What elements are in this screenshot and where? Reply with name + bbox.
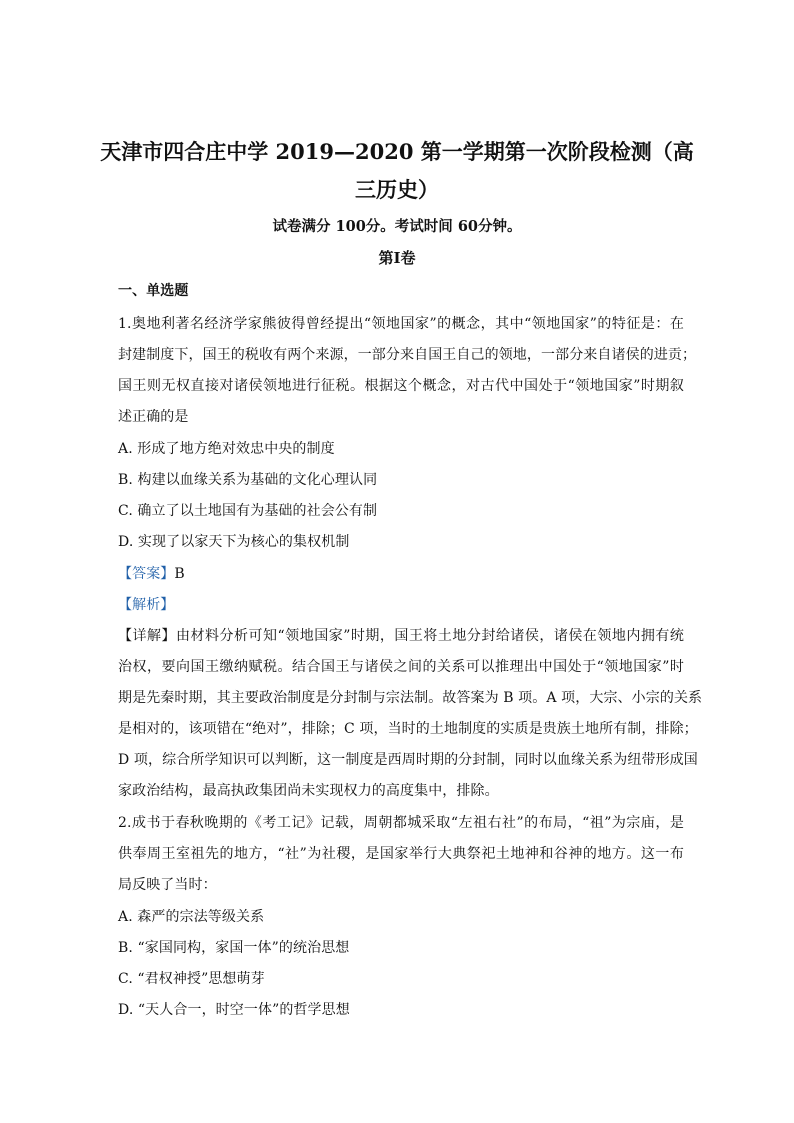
volume-heading: 第Ⅰ卷	[378, 249, 416, 267]
question-2-option-c: C. “君权神授”思想萌芽	[118, 971, 265, 987]
answer-value: B	[174, 566, 185, 582]
question-1-option-a: A. 形成了地方绝对效忠中央的制度	[118, 441, 335, 457]
detail-tag: 【详解】	[118, 628, 177, 644]
question-1-line: 述正确的是	[118, 409, 189, 425]
question-2-option-b: B. “家国同构，家国一体”的统治思想	[118, 940, 350, 956]
question-1-option-b: B. 构建以血缘关系为基础的文化心理认同	[118, 472, 378, 488]
answer-tag: 【答案】	[118, 566, 175, 582]
detail-line: 期是先秦时期，其主要政治制度是分封制与宗法制。故答案为 B 项。A 项，大宗、小宗的关系	[118, 690, 703, 706]
detail-text: 由材料分析可知“领地国家”时期，国王将土地分封给诸侯，诸侯在领地内拥有统	[176, 628, 684, 644]
question-2-line: 2.成书于春秋晚期的《考工记》记载，周朝都城采取“左祖右社”的布局，“祖”为宗庙，是	[118, 815, 684, 831]
detail-line: 家政治结构，最高执政集团尚未实现权力的高度集中，排除。	[118, 783, 499, 799]
exam-info: 试卷满分 100分。考试时间 60分钟。	[272, 218, 522, 235]
document-title-line-1: 天津市四合庄中学 2019—2020 第一学期第一次阶段检测（高	[100, 139, 694, 164]
question-1-line: 国王则无权直接对诸侯领地进行征税。根据这个概念，对古代中国处于“领地国家”时期叙	[118, 378, 684, 394]
analysis-tag: 【解析】	[118, 597, 175, 613]
question-2-option-a: A. 森严的宗法等级关系	[118, 909, 265, 925]
detail-line: 是相对的，该项错在“绝对”，排除；C 项，当时的土地制度的实质是贵族土地所有制，排除；	[118, 721, 698, 737]
detail-line: 治权，要向国王缴纳赋税。结合国王与诸侯之间的关系可以推理出中国处于“领地国家”时	[118, 659, 684, 675]
section-heading: 一、单选题	[118, 283, 189, 299]
question-2-line: 供奉周王室祖先的地方，“社”为社稷，是国家举行大典祭祀土地神和谷神的地方。这一布	[118, 846, 684, 862]
detail-line	[118, 625, 684, 645]
question-1-option-d: D. 实现了以家天下为核心的集权机制	[118, 534, 350, 550]
answer-row	[118, 563, 684, 583]
detail-line: D 项，综合所学知识可以判断，这一制度是西周时期的分封制，同时以血缘关系为纽带形成国	[118, 752, 698, 768]
question-1-line: 封建制度下，国王的税收有两个来源，一部分来自国王自己的领地，一部分来自诸侯的进贡；	[118, 347, 697, 363]
question-1-line: 1.奥地利著名经济学家熊彼得曾经提出“领地国家”的概念，其中“领地国家”的特征是：在	[118, 316, 684, 332]
question-2-line: 局反映了当时：	[118, 877, 217, 893]
document-title-line-2: 三历史）	[355, 177, 439, 202]
question-1-option-c: C. 确立了以土地国有为基础的社会公有制	[118, 503, 378, 519]
question-2-option-d: D. “天人合一，时空一体”的哲学思想	[118, 1002, 350, 1018]
